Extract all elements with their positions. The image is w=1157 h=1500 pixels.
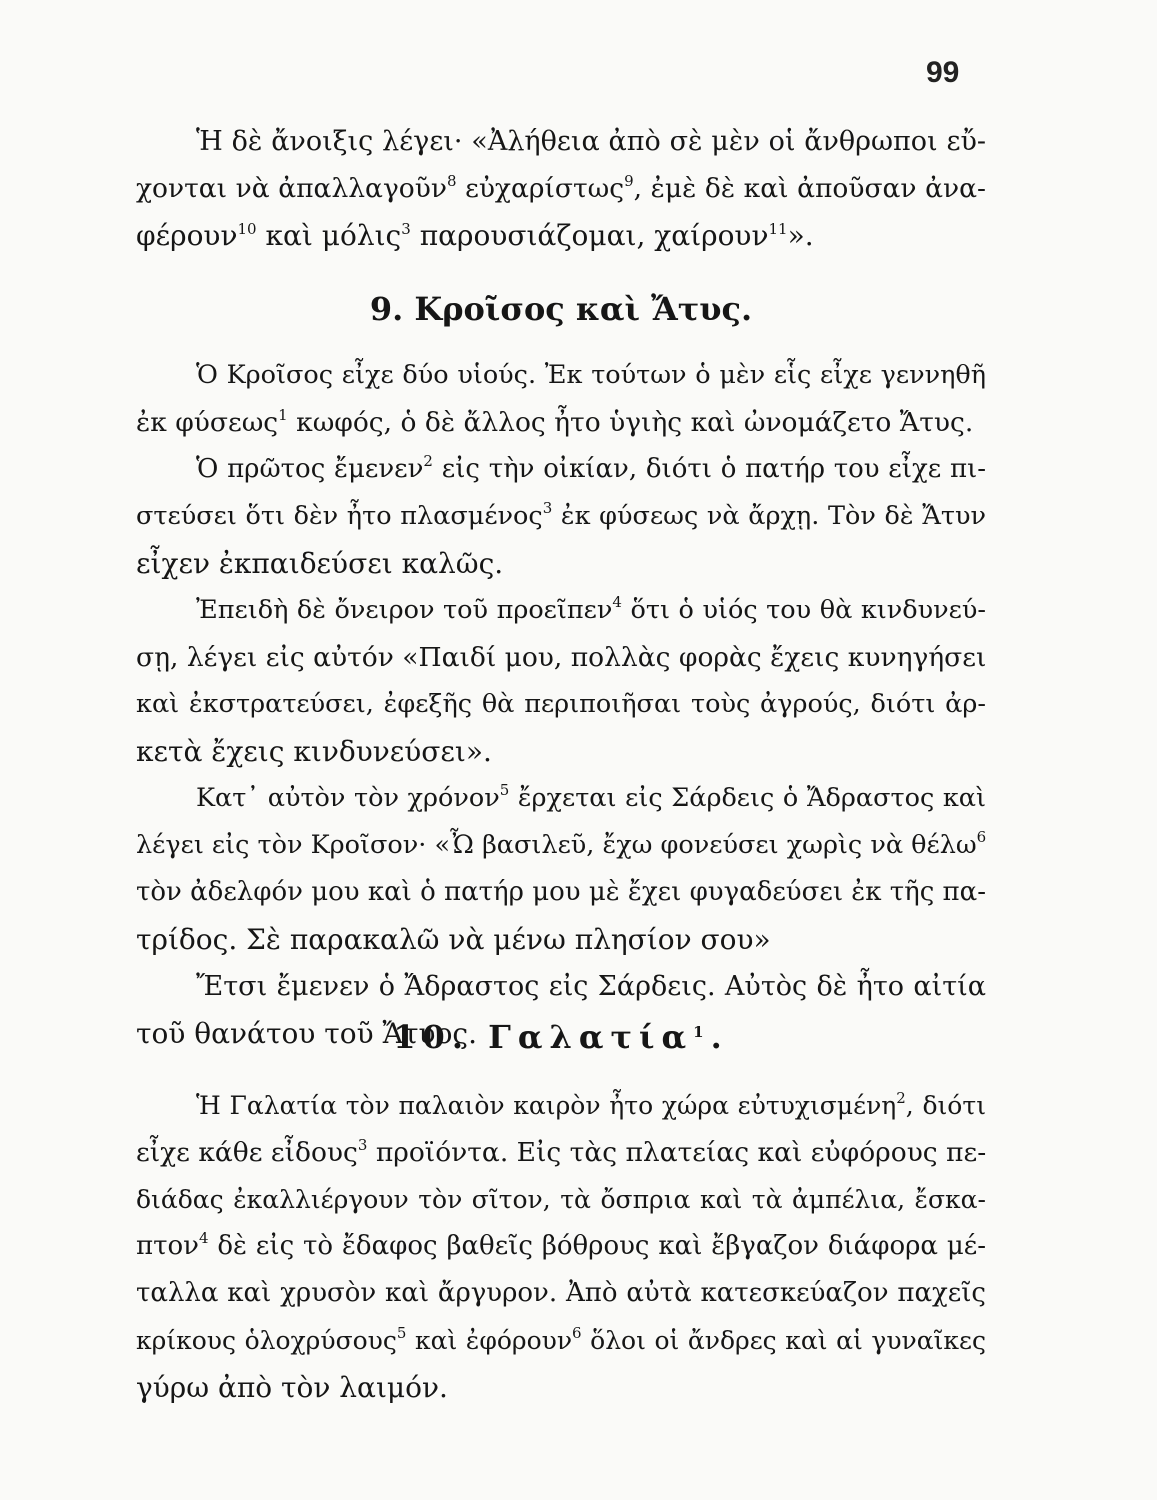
section-9-body: [136, 352, 986, 1057]
footnote-ref: 2: [896, 1088, 906, 1107]
footnote-ref: 4: [198, 1228, 209, 1247]
text-line: εἶχε κάθε εἶδους$^3$ προϊόντα. Εἰς τὰς πλατείας καὶ εὐφόρους πε-: [136, 1135, 986, 1168]
footnote-ref: 10: [237, 219, 257, 238]
text-line: Ἐπειδὴ δὲ ὄνειρον τοῦ προεῖπεν$^4$ ὅτι ὁ υἱός του θὰ κινδυνεύ-: [196, 592, 986, 625]
footnote-ref: 5: [499, 780, 510, 799]
footnote-ref: 8: [446, 171, 457, 190]
text-line: τὸν ἀδελφόν μου καὶ ὁ πατήρ μου μὲ ἔχει φυγαδεύσει ἐκ τῆς πα-: [136, 877, 986, 907]
text-line: Ὁ πρῶτος ἔμενεν$^2$ εἰς τὴν οἰκίαν, διότι ὁ πατήρ του εἶχε πι-: [196, 451, 986, 484]
text-line: γύρω ἀπὸ τὸν λαιμόν.: [136, 1371, 448, 1404]
text-line: εἶχεν ἐκπαιδεύσει καλῶς.: [136, 547, 504, 580]
footnote-ref: 3: [401, 219, 411, 238]
footnote-ref: 1: [693, 1022, 711, 1041]
paragraph-intro: [136, 118, 986, 259]
page-number: 99: [926, 56, 960, 89]
text-line: Ἔτσι ἔμενεν ὁ Ἄδραστος εἰς Σάρδεις. Αὐτὸς δὲ ἦτο αἰτία: [196, 971, 986, 1002]
text-line: Ἡ δὲ ἄνοιξις λέγει· «Ἀλήθεια ἀπὸ σὲ μὲν οἱ ἄνθρωποι εὔ-: [196, 126, 986, 157]
text-line: στεύσει ὅτι δὲν ἦτο πλασμένος$^3$ ἐκ φύσεως νὰ ἄρχῃ. Τὸν δὲ Ἄτυν: [136, 498, 986, 531]
footnote-ref: 2: [423, 451, 433, 470]
footnote-ref: 6: [572, 1323, 582, 1342]
text-line: κρίκους ὁλοχρύσους$^5$ καὶ ἐφόρουν$^6$ ὅλοι οἱ ἄνδρες καὶ αἱ γυναῖκες: [136, 1323, 986, 1355]
text-line: ἐκ φύσεως$^1$ κωφός, ὁ δὲ ἄλλος ἦτο ὑγιὴς καὶ ὠνομάζετο Ἄτυς.: [136, 405, 974, 438]
text-line: καὶ ἐκστρατεύσει, ἐφεξῆς θὰ περιποιῆσαι τοὺς ἀγρούς, διότι ἀρ-: [136, 689, 986, 719]
footnote-ref: 11: [768, 219, 788, 238]
footnote-ref: 9: [624, 171, 634, 190]
section-10-body: [136, 1082, 986, 1411]
footnote-ref: 5: [396, 1323, 407, 1342]
text-line: πτον$^4$ δὲ εἰς τὸ ἔδαφος βαθεῖς βόθρους καὶ ἔβγαζον διάφορα μέ-: [136, 1228, 986, 1261]
text-line: ταλλα καὶ χρυσὸν καὶ ἄργυρον. Ἀπὸ αὐτὰ κατεσκεύαζον παχεῖς: [136, 1278, 986, 1308]
section-heading: 9. Κροῖσος καὶ Ἄτυς.: [369, 290, 753, 328]
text-line: Ὁ Κροῖσος εἶχε δύο υἱούς. Ἐκ τούτων ὁ μὲν εἷς εἶχε γεννηθῆ: [196, 360, 986, 390]
footnote-ref: 1: [278, 405, 288, 424]
footnote-ref: 4: [612, 592, 622, 611]
footnote-ref: 3: [542, 498, 553, 517]
footnote-ref: 6: [976, 827, 986, 846]
text-line: λέγει εἰς τὸν Κροῖσον· «Ὦ βασιλεῦ, ἔχω φονεύσει χωρὶς νὰ θέλω$^6$: [136, 827, 986, 860]
text-line: Ἡ Γαλατία τὸν παλαιὸν καιρὸν ἦτο χώρα εὐτυχισμένη$^2$, διότι: [196, 1088, 986, 1120]
text-line: φέρουν$^{10}$ καὶ μόλις$^3$ παρουσιάζομαι, χαίρουν$^{11}$».: [136, 219, 814, 252]
text-line: χονται νὰ ἀπαλλαγοῦν$^8$ εὐχαρίστως$^9$, ἐμὲ δὲ καὶ ἀποῦσαν ἀνα-: [136, 171, 986, 204]
text-line: τοῦ θανάτου τοῦ Ἄτυος.: [136, 1017, 478, 1050]
text-line: διάδας ἐκαλλιέργουν τὸν σῖτον, τὰ ὄσπρια καὶ τὰ ἀμπέλια, ἔσκα-: [136, 1185, 986, 1214]
section-heading: 10. Γαλατία$^1$.: [393, 1018, 729, 1056]
text-line: Κατ᾽ αὐτὸν τὸν χρόνον$^5$ ἔρχεται εἰς Σάρδεις ὁ Ἄδραστος καὶ: [196, 780, 986, 813]
text-line: τρίδος. Σὲ παρακαλῶ νὰ μένω πλησίον σου»: [136, 923, 771, 956]
text-line: σῃ, λέγει εἰς αὐτόν «Παιδί μου, πολλὰς φορὰς ἔχεις κυνηγήσει: [136, 642, 986, 673]
text-line: κετὰ ἔχεις κινδυνεύσει».: [136, 735, 492, 768]
footnote-ref: 3: [357, 1135, 368, 1154]
